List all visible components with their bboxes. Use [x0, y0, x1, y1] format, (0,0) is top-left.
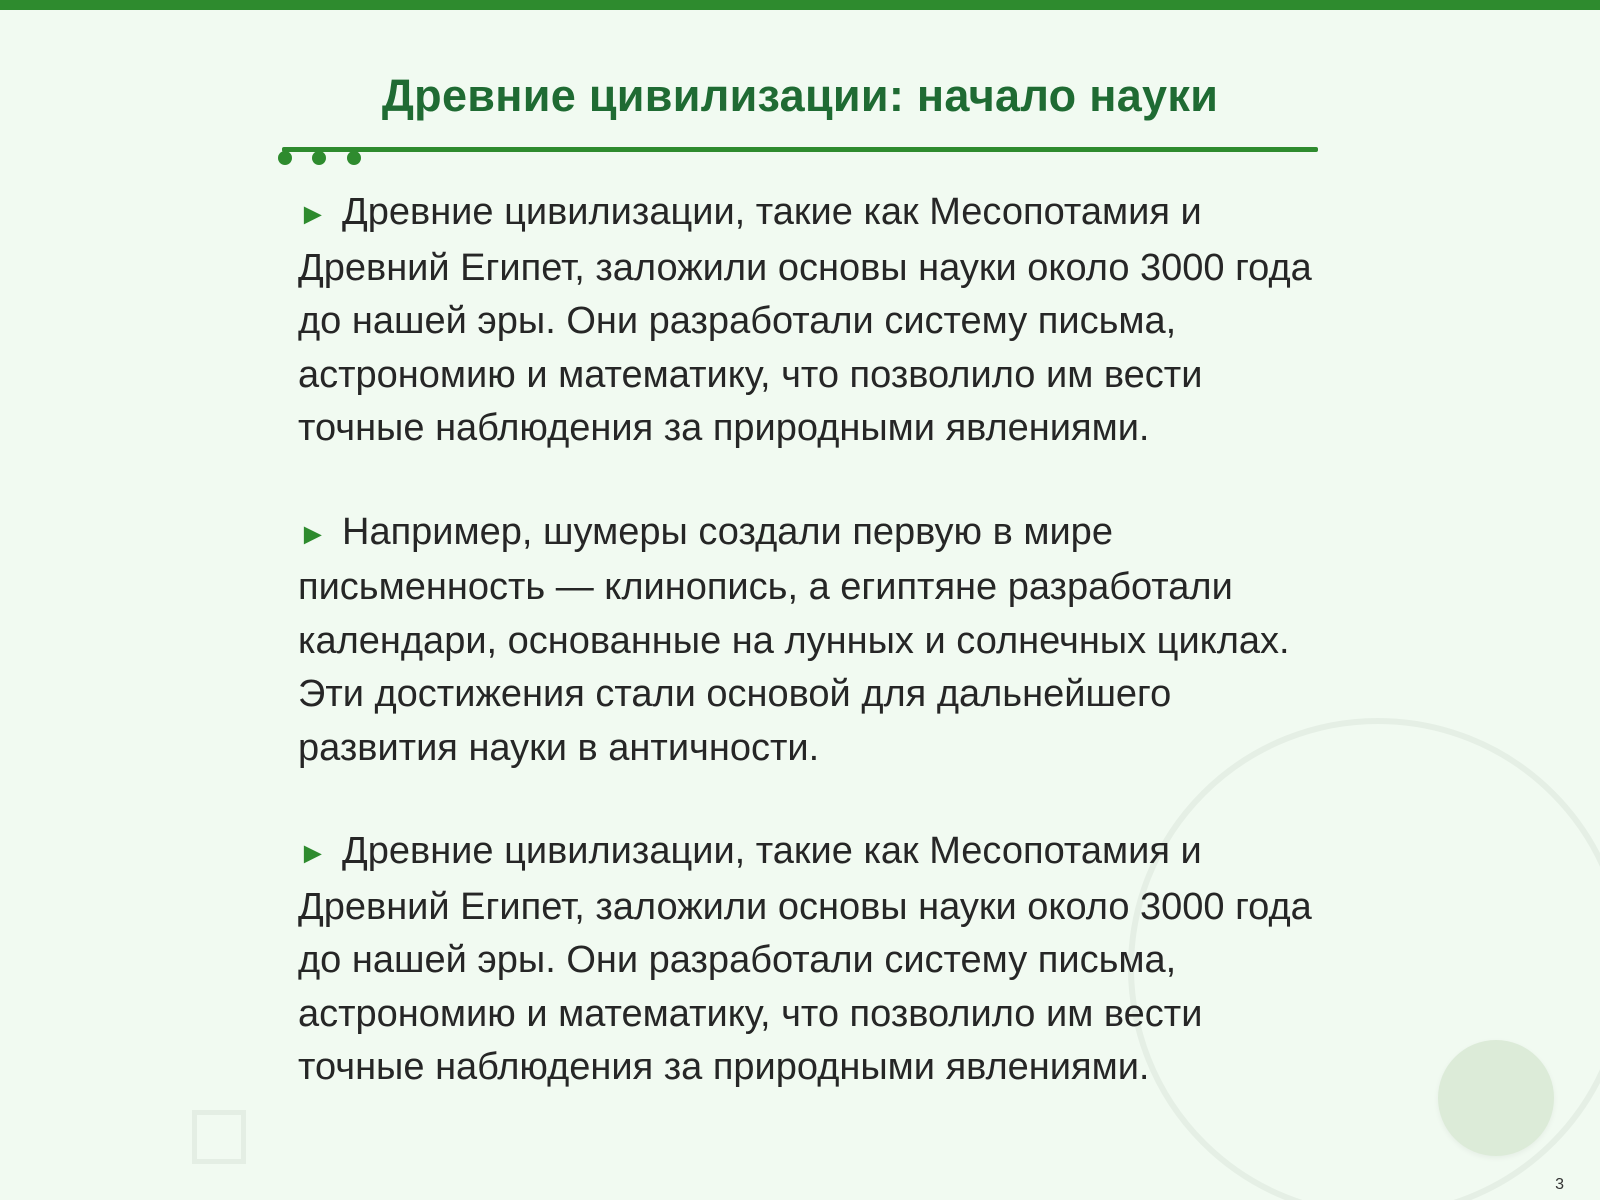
paragraph-text: Древние цивилизации, такие как Месопотамия и Древний Египет, заложили основы науки около 3000 года до нашей эры. Они разработали систему письма, астрономию и математику, что позволило им вести точные наблюдения за природными явлениями. — [298, 830, 1312, 1088]
top-accent-bar — [0, 0, 1600, 10]
bullet-paragraph — [298, 186, 1318, 456]
bullet-arrow-icon: ► — [298, 837, 328, 870]
bullet-list — [298, 186, 1318, 1145]
paragraph-text: Например, шумеры создали первую в мире письменность — клинопись, а египтяне разработали календари, основанные на лунных и солнечных циклах. Эти достижения стали основой для дальнейшего развития науки в античности. — [298, 510, 1290, 769]
underline-dot — [312, 151, 326, 165]
paragraph-text: Древние цивилизации, такие как Месопотамия и Древний Египет, заложили основы науки около 3000 года до нашей эры. Они разработали систему письма, астрономию и математику, что позволило им вести точные наблюдения за природными явлениями. — [298, 191, 1312, 449]
underline-dot — [347, 151, 361, 165]
bullet-paragraph — [298, 825, 1318, 1095]
title-underline — [282, 147, 1318, 152]
bullet-arrow-icon: ► — [298, 198, 328, 231]
underline-dot — [278, 151, 292, 165]
bullet-arrow-icon: ► — [298, 517, 328, 551]
page-number: 3 — [1555, 1176, 1564, 1193]
bullet-paragraph — [298, 506, 1318, 776]
slide-title: Древние цивилизации: начало науки — [381, 70, 1219, 121]
decorative-square — [192, 1110, 246, 1164]
decorative-circle — [1438, 1040, 1554, 1156]
